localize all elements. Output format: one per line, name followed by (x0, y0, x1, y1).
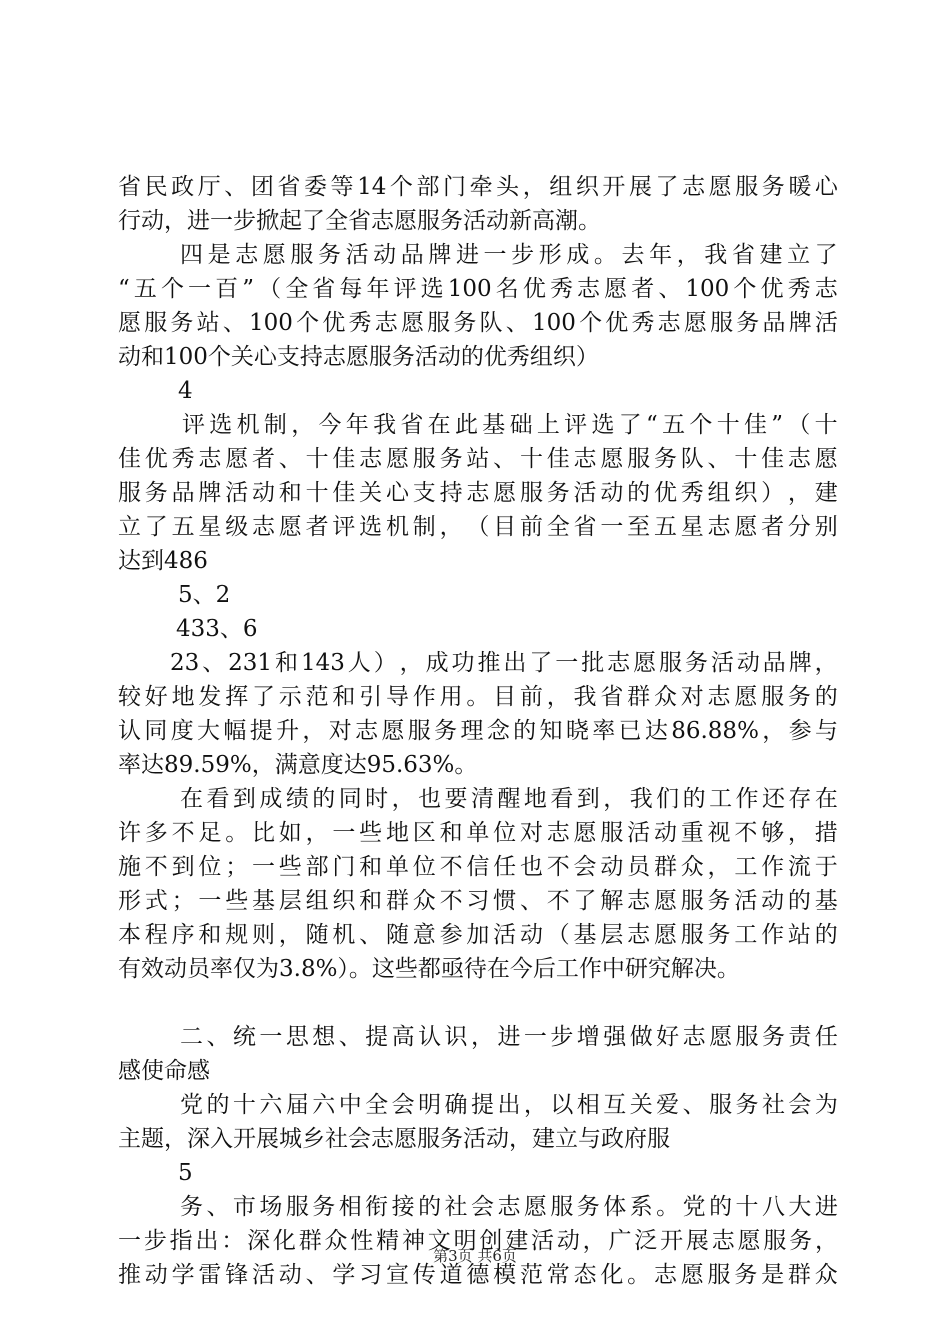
text-line: 认 同 度 大 幅 提 升 ， 对 志 愿 服 务 理 念 的 知 晓 率 已 达 86.88% ， 参 与 (118, 718, 838, 744)
text-line: 在 看 到 成 绩 的 同 时 ， 也 要 清 醒 地 看 到 ， 我 们 的 工 作 还 存 在 (180, 786, 838, 812)
paragraph-gap (118, 986, 838, 1020)
text-line: 服 务 品 牌 活 动 和 十 佳 关 心 支 持 志 愿 服 务 活 动 的 优 秀 组 织 ） ， 建 (118, 480, 838, 506)
text-line: 较 好 地 发 挥 了 示 范 和 引 导 作 用 。 目 前 ， 我 省 群 众 对 志 愿 服 务 的 (118, 684, 838, 710)
text-line: 四 是 志 愿 服 务 活 动 品 牌 进 一 步 形 成 。 去 年 ， 我 省 建 立 了 (180, 242, 838, 268)
text-line: 4 (178, 378, 193, 404)
text-line: 党 的 十 六 届 六 中 全 会 明 确 提 出 ， 以 相 互 关 爱 、 服 务 社 会 为 (180, 1092, 838, 1118)
text-line: 一 步 指 出 ： 深 化 群 众 性 精 神 文 明 创 建 活 动 ， 广 泛 开 展 志 愿 服 务 ， (118, 1228, 838, 1254)
text-line: 省 民 政 厅 、 团 省 委 等 14 个 部 门 牵 头 ， 组 织 开 展 了 志 愿 服 务 暖 心 (118, 174, 838, 200)
text-line: 愿 服 务 站 、 100 个 优 秀 志 愿 服 务 队 、 100 个 优 秀 志 愿 服 务 品 牌 活 (118, 310, 838, 336)
text-line: 务 、 市 场 服 务 相 衔 接 的 社 会 志 愿 服 务 体 系 。 党 的 十 八 大 进 (180, 1194, 838, 1220)
text-line: 形 式 ； 一 些 基 层 组 织 和 群 众 不 习 惯 、 不 了 解 志 愿 服 务 活 动 的 基 (118, 888, 838, 914)
text-line: 率达89.59%，满意度达95.63%。 (118, 752, 478, 778)
text-line: 推 动 学 雷 锋 活 动 、 学 习 宣 传 道 德 模 范 常 态 化 。 志 愿 服 务 是 群 众 (118, 1262, 838, 1288)
text-line: 许 多 不 足 。 比 如 ， 一 些 地 区 和 单 位 对 志 愿 服 活 动 重 视 不 够 ， 措 (118, 820, 838, 846)
section-heading: 感使命感 (118, 1058, 210, 1084)
text-line: 5、2 (178, 582, 231, 608)
text-line: 5 (178, 1160, 193, 1186)
page-footer: 第3页 共6页 (433, 1247, 517, 1265)
text-line: 动和100个关心支持志愿服务活动的优秀组织） (118, 344, 599, 370)
text-line: 本 程 序 和 规 则 ， 随 机 、 随 意 参 加 活 动 （ 基 层 志 愿 服 务 工 作 站 的 (118, 922, 838, 948)
text-line: 施 不 到 位 ； 一 些 部 门 和 单 位 不 信 任 也 不 会 动 员 群 众 ， 工 作 流 于 (118, 854, 838, 880)
document-body (118, 170, 838, 1292)
text-line: 主题，深入开展城乡社会志愿服务活动，建立与政府服 (118, 1126, 670, 1152)
text-line: 有效动员率仅为3.8%）。这些都亟待在今后工作中研究解决。 (118, 956, 740, 982)
text-line: 行动，进一步掀起了全省志愿服务活动新高潮。 (118, 208, 601, 234)
text-line: 立 了 五 星 级 志 愿 者 评 选 机 制 ， （ 目 前 全 省 一 至 五 星 志 愿 者 分 别 (118, 514, 838, 540)
text-line: 佳 优 秀 志 愿 者 、 十 佳 志 愿 服 务 站 、 十 佳 志 愿 服 务 队 、 十 佳 志 愿 (118, 446, 838, 472)
text-line: 达到486 (118, 548, 208, 574)
text-line: 评 选 机 制 ， 今 年 我 省 在 此 基 础 上 评 选 了 “ 五 个 十 佳 ” （ 十 (182, 412, 838, 438)
section-heading: 二 、 统 一 思 想 、 提 高 认 识 ， 进 一 步 增 强 做 好 志 愿 服 务 责 任 (180, 1024, 838, 1050)
text-line: 23 、 231 和 143 人 ） ， 成 功 推 出 了 一 批 志 愿 服 务 活 动 品 牌 ， (170, 650, 838, 676)
text-line: “ 五 个 一 百 ” （ 全 省 每 年 评 选 100 名 优 秀 志 愿 者 、 100 个 优 秀 志 (118, 276, 838, 302)
text-line: 433、6 (176, 616, 258, 642)
